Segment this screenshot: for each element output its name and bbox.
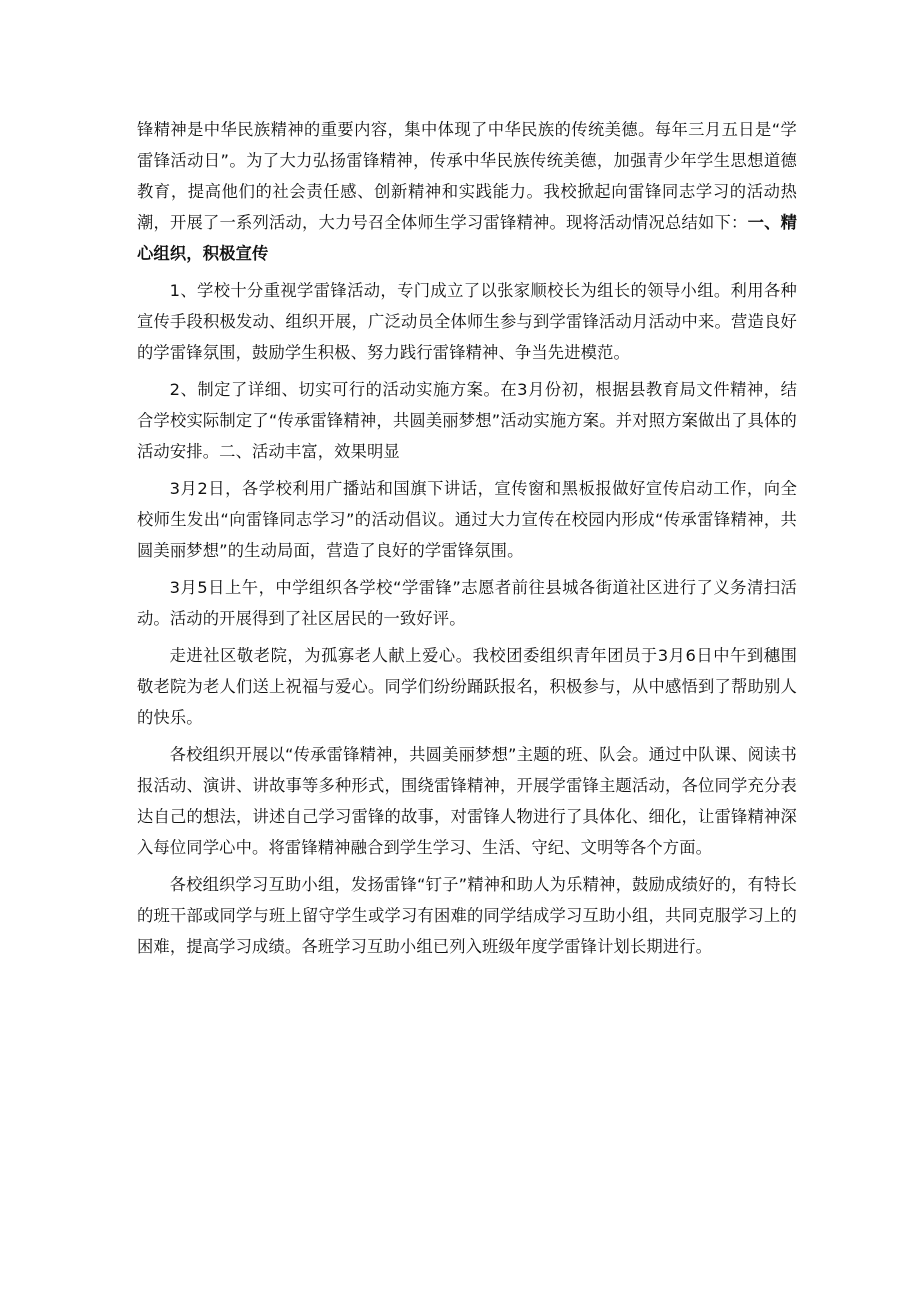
paragraph-4: 3月5日上午，中学组织各学校“学雷锋”志愿者前往县城各街道社区进行了义务清扫活动。活动的开展得到了社区居民的一致好评。: [137, 578, 797, 628]
paragraph-7: 各校组织学习互助小组，发扬雷锋“钉子”精神和助人为乐精神，鼓励成绩好的，有特长的班干部或同学与班上留守学生或学习有困难的同学结成学习互助小组，共同克服学习上的困难，提高学习成绩。各班学习互助小组已列入班级年度学雷锋计划长期进行。: [137, 875, 797, 956]
paragraph-1: 1、学校十分重视学雷锋活动，专门成立了以张家顺校长为组长的领导小组。利用各种宣传手段积极发动、组织开展，广泛动员全体师生参与到学雷锋活动月活动中来。营造良好的学雷锋氛围，鼓励学生积极、努力践行雷锋精神、争当先进模范。: [137, 281, 797, 362]
paragraph-2: 2、制定了详细、切实可行的活动实施方案。在3月份初，根据县教育局文件精神，结合学校实际制定了“传承雷锋精神，共圆美丽梦想”活动实施方案。并对照方案做出了具体的活动安排。二、活动丰富，效果明显: [137, 380, 797, 461]
paragraph-3: 3月2日，各学校利用广播站和国旗下讲话，宣传窗和黑板报做好宣传启动工作，向全校师生发出“向雷锋同志学习”的活动倡议。通过大力宣传在校园内形成“传承雷锋精神，共圆美丽梦想”的生动局面，营造了良好的学雷锋氛围。: [137, 479, 797, 560]
intro-text: 锋精神是中华民族精神的重要内容，集中体现了中华民族的传统美德。每年三月五日是“学雷锋活动日”。为了大力弘扬雷锋精神，传承中华民族传统美德，加强青少年学生思想道德教育，提高他们的社会责任感、创新精神和实践能力。我校掀起向雷锋同志学习的活动热潮，开展了一系列活动，大力号召全体师生学习雷锋精神。现将活动情况总结如下：: [137, 120, 797, 232]
paragraph-5: 走进社区敬老院，为孤寡老人献上爱心。我校团委组织青年团员于3月6日中午到穗围敬老院为老人们送上祝福与爱心。同学们纷纷踊跃报名，积极参与，从中感悟到了帮助别人的快乐。: [137, 646, 797, 727]
document-body: [137, 114, 797, 968]
intro-paragraph: [137, 114, 797, 269]
section-heading-1: 一、精心组织，积极宣传: [137, 213, 797, 263]
paragraph-6: 各校组织开展以“传承雷锋精神，共圆美丽梦想”主题的班、队会。通过中队课、阅读书报活动、演讲、讲故事等多种形式，围绕雷锋精神，开展学雷锋主题活动，各位同学充分表达自己的想法，讲述自己学习雷锋的故事，对雷锋人物进行了具体化、细化，让雷锋精神深入每位同学心中。将雷锋精神融合到学生学习、生活、守纪、文明等各个方面。: [137, 745, 797, 857]
